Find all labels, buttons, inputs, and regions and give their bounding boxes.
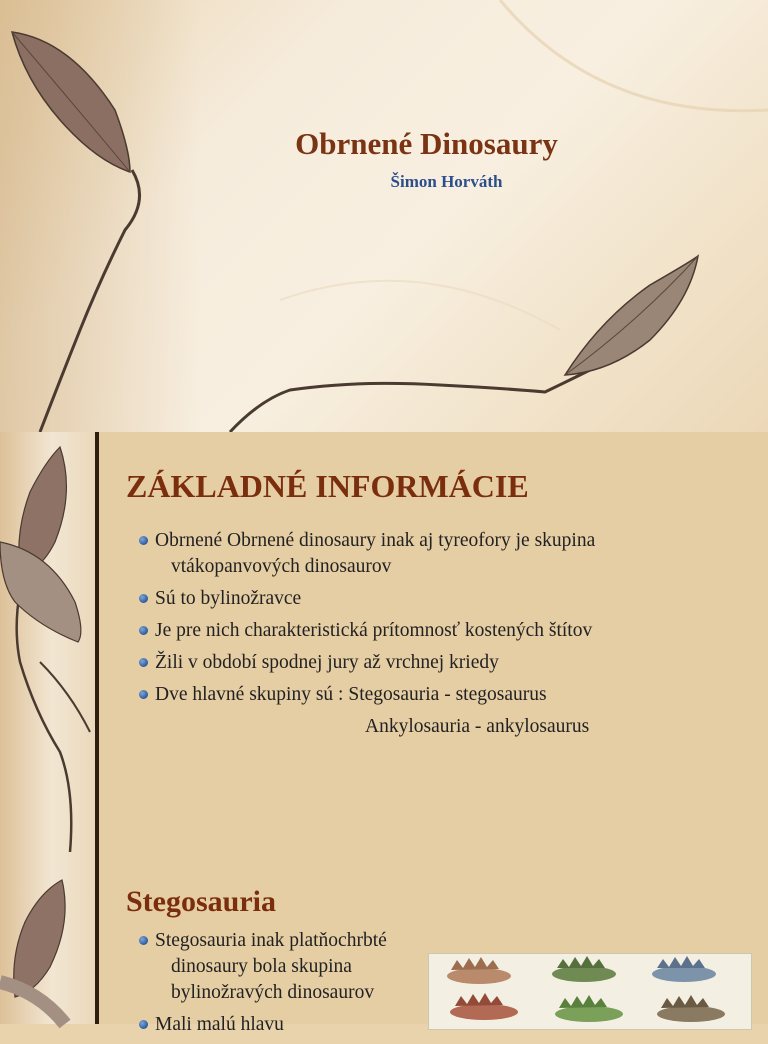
list-item: Žili v období spodnej jury až vrchnej kriedy bbox=[138, 650, 738, 676]
vertical-divider bbox=[95, 432, 99, 852]
vertical-divider bbox=[95, 852, 99, 1024]
leaf-decoration bbox=[0, 852, 95, 1024]
bullet-list bbox=[138, 928, 428, 1044]
slide-heading: Stegosauria bbox=[126, 885, 276, 918]
side-decoration bbox=[0, 432, 95, 852]
title-slide bbox=[0, 0, 768, 432]
stegosauria-slide bbox=[0, 852, 768, 1035]
bullet-list bbox=[138, 528, 738, 746]
author-name: Šimon Horváth bbox=[390, 172, 503, 191]
list-item: Stegosauria inak platňochrbté dinosaury bola skupina bylinožravých dinosaurov bbox=[138, 928, 428, 1006]
list-item: Je pre nich charakteristická prítomnosť kostených štítov bbox=[138, 618, 738, 644]
stegosaurus-illustration bbox=[428, 953, 752, 1030]
info-slide bbox=[0, 432, 768, 852]
dinosaur-image bbox=[429, 954, 751, 1029]
leaf-branch-decoration bbox=[0, 0, 768, 432]
presentation-title: Obrnené Dinosaury bbox=[295, 126, 558, 161]
slide-heading: ZÁKLADNÉ INFORMÁCIE bbox=[126, 468, 529, 504]
list-item: Mali malú hlavu bbox=[138, 1012, 428, 1038]
leaf-decoration bbox=[0, 432, 95, 852]
side-decoration bbox=[0, 852, 95, 1024]
list-item: Dve hlavné skupiny sú : Stegosauria - stegosaurus Ankylosauria - ankylosaurus bbox=[138, 682, 738, 740]
list-item: Sú to bylinožravce bbox=[138, 586, 738, 612]
list-item: Obrnené Obrnené dinosaury inak aj tyreofory je skupina vtákopanvových dinosaurov bbox=[138, 528, 738, 580]
